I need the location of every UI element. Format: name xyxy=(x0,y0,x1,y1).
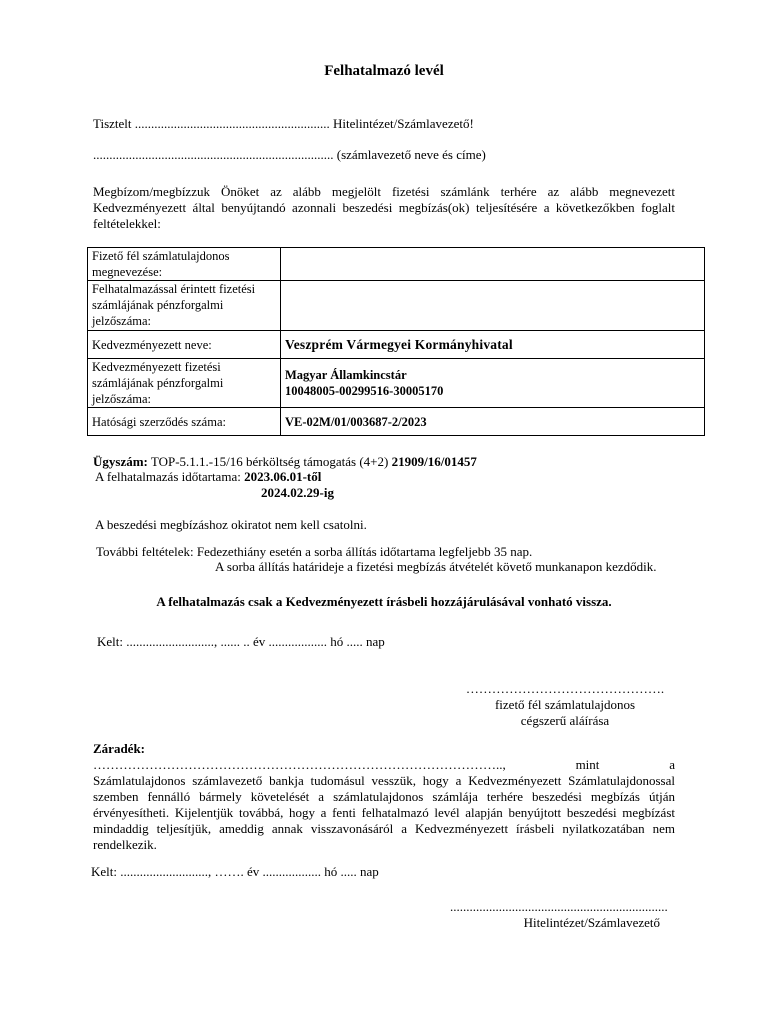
clause-body: Számlatulajdonos számlavezető bankja tudomásul vesszük, hogy a Kedvezményezett Számlatulajdonossal szemben fennálló bármely követelését a számlatulajdonos számlája terhére beszedési megbízás útján érvényesítheti. Kijelentjük továbbá, hogy a fenti felhatalmazó levél alapján benyújtott beszedési megbízást mindaddig teljesítjük, ameddig annak visszavonásáról a Kedvezményezett írásbeli nyilatkozatában nem rendelkezik. xyxy=(93,773,675,852)
payer-signature-dots: ………………………………………. xyxy=(465,681,665,696)
bank-name-line xyxy=(93,147,486,163)
payer-name-label: Fizető fél számlatulajdonos megnevezése: xyxy=(88,248,281,281)
clause-first-mid: mint xyxy=(575,757,600,772)
payer-name-value xyxy=(281,248,705,281)
greeting-line xyxy=(93,116,474,132)
bank-name-dots: .......................................................................... xyxy=(93,147,334,162)
duration-label: A felhatalmazás időtartama: xyxy=(95,469,241,484)
clause-first-line xyxy=(93,757,675,773)
payer-signature-block xyxy=(430,681,700,729)
date-line-bank: Kelt: ..........................., ……. év .................. hó ..... nap xyxy=(91,864,379,879)
case-number-label: Ügyszám: xyxy=(93,454,148,469)
contract-number-value: VE-02M/01/003687-2/2023 xyxy=(281,408,705,436)
payer-signature-caption-1: fizető fél számlatulajdonos xyxy=(494,697,636,712)
beneficiary-account-label: Kedvezményezett fizetési számlájának pénzforgalmi jelzőszáma: xyxy=(88,359,281,408)
payer-account-label: Felhatalmazással érintett fizetési számlájának pénzforgalmi jelzőszáma: xyxy=(88,281,281,331)
intro-paragraph: Megbízom/megbízzuk Önöket az alább megjelölt fizetési számlánk terhére az alább megnevezett Kedvezményezett által benyújtandó azonnali beszedési megbízás(ok) teljesítésére a következőkben foglalt feltételekkel: xyxy=(93,184,675,231)
greeting-prefix: Tisztelt xyxy=(93,116,132,131)
beneficiary-account-value xyxy=(281,359,705,408)
beneficiary-name-value: Veszprém Vármegyei Kormányhivatal xyxy=(281,331,705,359)
clause-first-end: a xyxy=(669,757,675,772)
table-row xyxy=(88,359,705,408)
payer-signature-caption-2: cégszerű aláírása xyxy=(520,713,610,728)
revocation-statement: A felhatalmazás csak a Kedvezményezett írásbeli hozzájárulásával vonható vissza. xyxy=(156,594,612,609)
case-number-text: TOP-5.1.1.-15/16 bérköltség támogatás (4+2) xyxy=(150,454,389,469)
bank-signature-caption: Hitelintézet/Számlavezető xyxy=(523,915,660,930)
table-row xyxy=(88,281,705,331)
beneficiary-name-label: Kedvezményezett neve: xyxy=(88,331,281,359)
date-line-payer: Kelt: ..........................., ...... .. év .................. hó ..... nap xyxy=(97,634,385,649)
beneficiary-bank-name: Magyar Államkincstár xyxy=(285,368,407,382)
duration-line xyxy=(95,469,321,485)
case-number-line xyxy=(93,454,477,470)
table-row xyxy=(88,408,705,436)
duration-to: 2024.02.29-ig xyxy=(261,485,334,500)
duration-from: 2023.06.01-től xyxy=(244,469,322,484)
beneficiary-account-number: 10048005-00299516-30005170 xyxy=(285,384,444,398)
bank-signature-block xyxy=(450,899,668,931)
payer-account-value xyxy=(281,281,705,331)
greeting-suffix: Hitelintézet/Számlavezető! xyxy=(333,116,474,131)
clause-paragraph xyxy=(93,757,675,853)
authorization-table xyxy=(87,247,705,436)
clause-heading: Záradék: xyxy=(93,741,145,756)
greeting-dots: ............................................................ xyxy=(134,116,330,131)
further-conditions-line-1: További feltételek: Fedezethiány esetén a sorba állítás időtartama legfeljebb 35 nap. xyxy=(96,544,533,559)
clause-bank-dots: ………………………………………………………………………………….., xyxy=(93,757,506,772)
page-title: Felhatalmazó levél xyxy=(324,63,444,79)
bank-signature-dots: ................................................................... xyxy=(450,899,668,914)
attachment-note: A beszedési megbízáshoz okiratot nem kell csatolni. xyxy=(95,517,367,532)
further-conditions-line-2: A sorba állítás határideje a fizetési megbízás átvételét követő munkanapon kezdődik. xyxy=(215,559,657,574)
table-row xyxy=(88,331,705,359)
contract-number-label: Hatósági szerződés száma: xyxy=(88,408,281,436)
case-number-value: 21909/16/01457 xyxy=(391,454,477,469)
table-row xyxy=(88,248,705,281)
bank-name-caption: (számlavezető neve és címe) xyxy=(336,147,486,162)
